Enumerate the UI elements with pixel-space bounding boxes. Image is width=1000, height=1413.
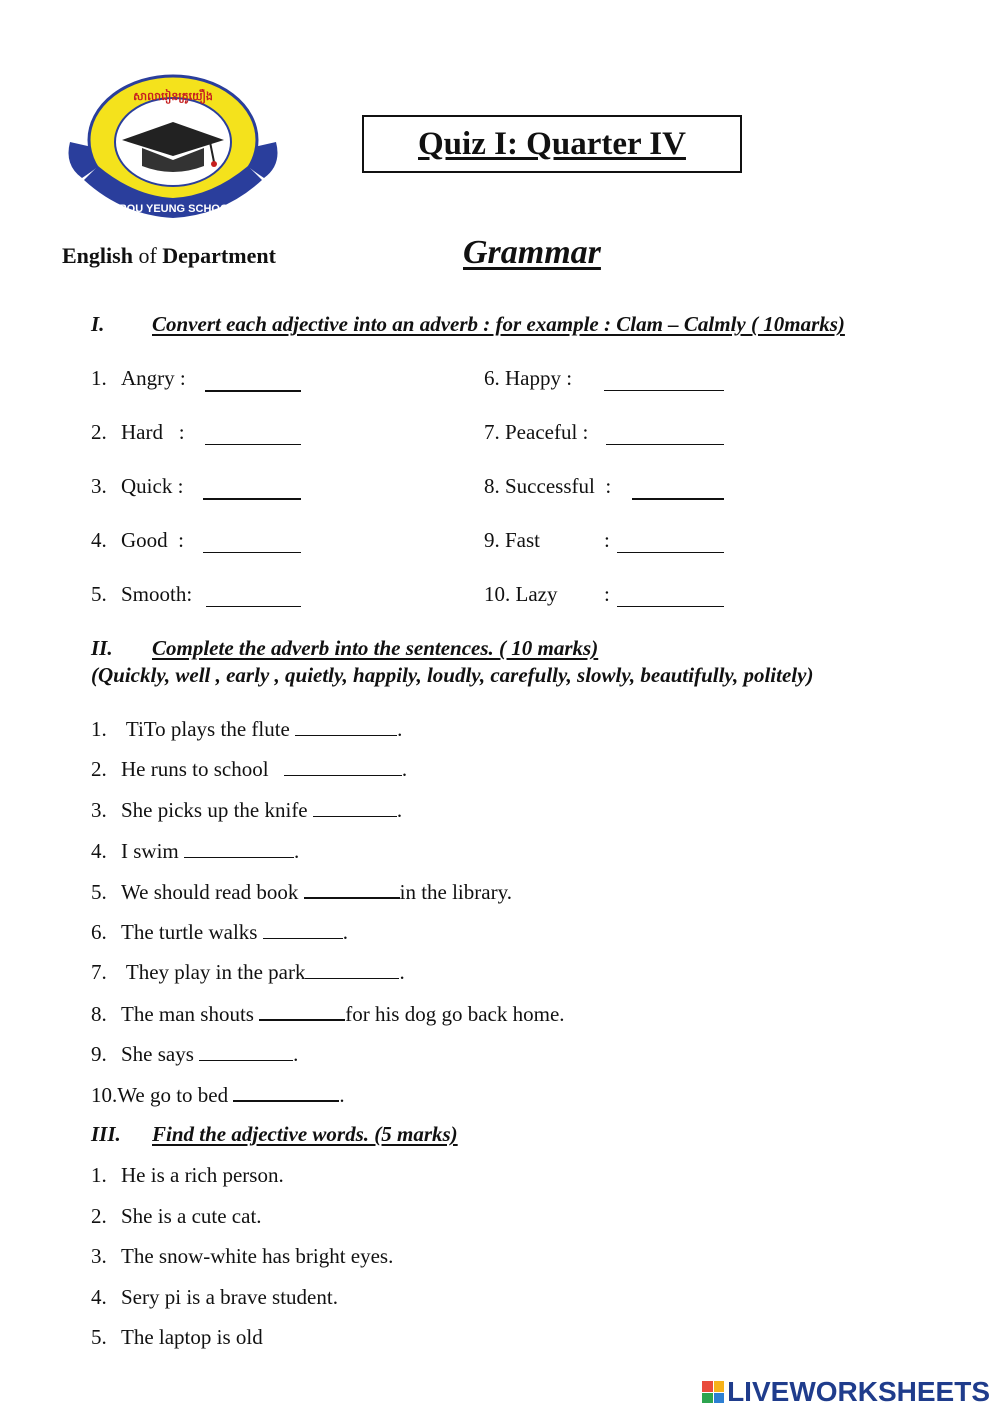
dept-word-of: of (138, 243, 157, 268)
s2-item-9: 9. She says . (91, 1042, 299, 1066)
section-2-title: Complete the adverb into the sentences. ( 10 marks) (152, 636, 599, 660)
school-logo (62, 70, 284, 230)
s2-item-8: 8. The man shouts for his dog go back home. (91, 1002, 565, 1026)
section-2-heading (91, 636, 598, 661)
s2-answer-6[interactable] (263, 920, 343, 939)
s3-item-3: 3. The snow-white has bright eyes. (91, 1244, 394, 1268)
s2-answer-2[interactable] (284, 757, 402, 776)
s1-answer-1[interactable] (205, 372, 301, 392)
section-1-number: I. (91, 312, 105, 336)
subject-heading: Grammar (463, 234, 601, 271)
section-1-heading (91, 312, 845, 337)
s1-item-6: 6. Happy : (484, 366, 573, 390)
s2-item-4: 4. I swim . (91, 839, 300, 863)
liveworksheets-logo-icon (702, 1381, 724, 1403)
s3-item-1: 1. He is a rich person. (91, 1163, 284, 1187)
s1-item-9: 9. Fast (484, 528, 541, 552)
s1-answer-7[interactable] (606, 426, 724, 445)
logo-khmer-name: សាលារៀនគ្រូយឿង (133, 90, 213, 103)
s1-answer-3[interactable] (203, 480, 301, 500)
s1-item-4: 4. Good : (91, 528, 184, 552)
s1-item-3: 3. Quick : (91, 474, 184, 498)
s2-item-7: 7. They play in the park . (91, 960, 405, 984)
department-label (62, 243, 276, 269)
section-2-number: II. (91, 636, 113, 660)
s3-item-4: 4. Sery pi is a brave student. (91, 1285, 338, 1309)
s2-item-1: 1. TiTo plays the flute . (91, 717, 403, 741)
s2-answer-10[interactable] (233, 1082, 339, 1102)
s3-item-5: 5. The laptop is old (91, 1325, 263, 1349)
s2-answer-3[interactable] (313, 798, 397, 817)
s1-item-10: 10. Lazy (484, 582, 558, 606)
section-2-word-list: (Quickly, well , early , quietly, happily, loudly, carefully, slowly, beautifully, politely) (91, 663, 814, 687)
liveworksheets-brand: LIVEWORKSHEETS (727, 1376, 990, 1407)
s1-answer-10[interactable] (617, 588, 724, 607)
s1-answer-4[interactable] (203, 534, 301, 553)
s1-item-8: 8. Successful : (484, 474, 612, 498)
liveworksheets-footer (702, 1377, 990, 1407)
s1-item-1: 1. Angry : (91, 366, 186, 390)
s1-item-7: 7. Peaceful : (484, 420, 589, 444)
s1-answer-5[interactable] (206, 588, 301, 607)
s2-item-3: 3. She picks up the knife . (91, 798, 403, 822)
s1-answer-6[interactable] (604, 372, 724, 391)
s2-answer-8[interactable] (259, 1001, 345, 1021)
s2-item-2: 2. He runs to school . (91, 757, 408, 781)
dept-word-english: English (62, 243, 133, 268)
logo-school-name: KROU YEUNG SCHOOL (110, 203, 236, 215)
s1-answer-2[interactable] (205, 426, 301, 445)
s3-item-2: 2. She is a cute cat. (91, 1204, 262, 1228)
s2-answer-4[interactable] (184, 839, 294, 858)
s2-answer-1[interactable] (295, 717, 397, 736)
s1-item-5: 5. Smooth: (91, 582, 193, 606)
section-3-heading (91, 1122, 458, 1147)
section-3-title: Find the adjective words. (5 marks) (152, 1122, 458, 1146)
s1-item-9-colon: : (604, 528, 610, 552)
s2-answer-9[interactable] (199, 1042, 293, 1061)
quiz-title-box (362, 115, 742, 173)
s1-item-10-colon: : (604, 582, 610, 606)
s1-answer-8[interactable] (632, 480, 724, 500)
s2-item-6: 6. The turtle walks . (91, 920, 348, 944)
quiz-title: Quiz I: Quarter IV (418, 125, 686, 162)
s1-answer-9[interactable] (617, 534, 724, 553)
section-3-number: III. (91, 1122, 121, 1146)
section-1-title: Convert each adjective into an adverb : for example : Clam – Calmly ( 10marks) (152, 312, 845, 336)
s2-answer-7[interactable] (305, 960, 399, 979)
s2-item-5: 5. We should read book in the library. (91, 880, 512, 904)
s2-item-10: 10.We go to bed . (91, 1083, 345, 1107)
s2-answer-5[interactable] (304, 879, 400, 899)
dept-word-department: Department (162, 243, 276, 268)
s1-item-2: 2. Hard : (91, 420, 185, 444)
